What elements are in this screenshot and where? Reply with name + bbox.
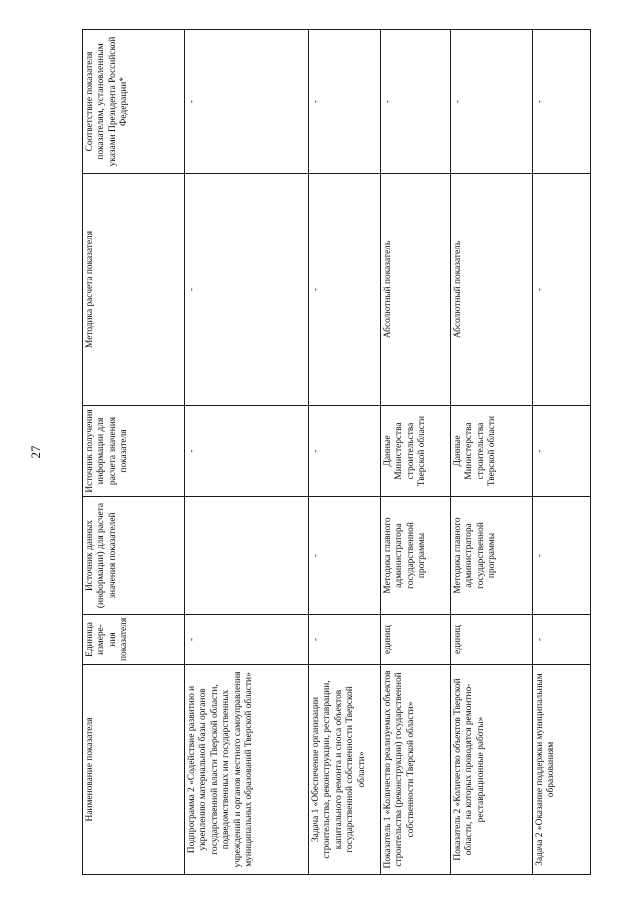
row-name: Задача 1 «Обеспечение организации строительства, реконструкции, реставрации, капитального ремонта и сноса объектов государственной собственности Тверской области» <box>309 665 381 875</box>
row-name: Показатель 2 «Количество объектов Тверской области, на которых проводятся ремонтно-реставрационные работы» <box>451 665 533 875</box>
row-compliance: - <box>533 30 591 174</box>
table-row <box>309 30 381 875</box>
row-method: - <box>185 174 309 406</box>
row-method: Абсолютный показатель <box>381 174 451 406</box>
row-info-source: - <box>185 406 309 497</box>
row-data-source: Методика главного администратора государственной программы <box>381 497 451 615</box>
row-method: - <box>309 174 381 406</box>
header-compliance: Соответствие показателя показателям, установленным указами Президента Российской Федерации* <box>83 30 185 174</box>
row-info-source: - <box>309 406 381 497</box>
header-data-source: Источник данных (информации) для расчета значения показателей <box>83 497 185 615</box>
row-unit: единиц <box>381 615 451 665</box>
page-number: 27 <box>28 445 43 459</box>
table-row <box>451 30 533 875</box>
row-info-source: - <box>533 406 591 497</box>
table-header-row <box>83 30 185 875</box>
header-name: Наименование показателя <box>83 665 185 875</box>
table-row <box>185 30 309 875</box>
indicator-table-rotated <box>82 30 590 875</box>
table-row <box>533 30 591 875</box>
row-compliance: - <box>381 30 451 174</box>
row-name: Подпрограмма 2 «Содействие развитию и укреплению материальной базы органов государственной власти Тверской области, подведомственных им государственных учреждений и органов местного самоуправления муниципальных образований Тверской области» <box>185 665 309 875</box>
table-row <box>381 30 451 875</box>
row-unit: - <box>533 615 591 665</box>
row-method: - <box>533 174 591 406</box>
row-compliance: - <box>185 30 309 174</box>
indicator-table-area <box>82 30 590 875</box>
row-unit: - <box>185 615 309 665</box>
row-data-source: - <box>309 497 381 615</box>
row-info-source: Данные Министерства строительства Тверской области <box>381 406 451 497</box>
row-unit: - <box>309 615 381 665</box>
header-unit: Единица измере-ния показателя <box>83 615 185 665</box>
row-data-source: Методика главного администратора государственной программы <box>451 497 533 615</box>
row-method: Абсолютный показатель <box>451 174 533 406</box>
row-name: Задача 2 «Оказание поддержки муниципальным образованиям <box>533 665 591 875</box>
row-name: Показатель 1 «Количество реализуемых объектов строительства (реконструкции) государственной собственности Тверской области» <box>381 665 451 875</box>
row-info-source: Данные Министерства строительства Тверской области <box>451 406 533 497</box>
indicator-table <box>82 29 591 875</box>
row-data-source <box>185 497 309 615</box>
header-info-source: Источник получения информации для расчета значения показателя <box>83 406 185 497</box>
row-unit: единиц <box>451 615 533 665</box>
row-compliance: - <box>309 30 381 174</box>
row-compliance: - <box>451 30 533 174</box>
header-method: Методика расчета показателя <box>83 174 185 406</box>
row-data-source: - <box>533 497 591 615</box>
